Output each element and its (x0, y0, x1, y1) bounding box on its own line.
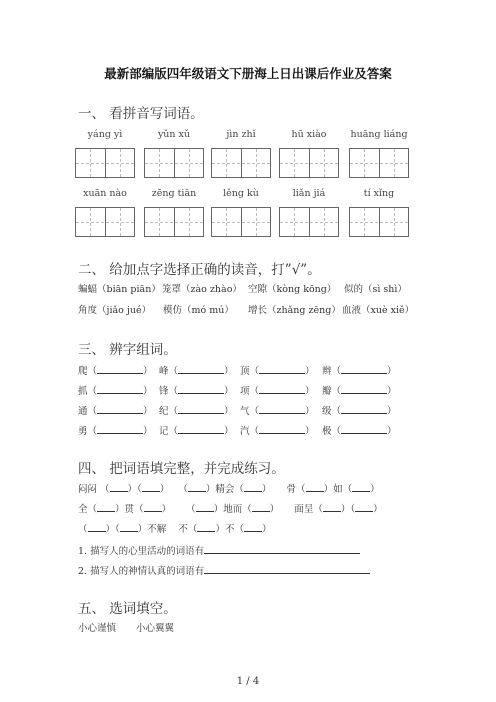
word-char: 极 (322, 426, 332, 437)
word-char: 气 (240, 406, 250, 417)
word-group-item: 极（ ） (322, 426, 397, 437)
fill-text: 面呈 (294, 504, 314, 515)
answer-blank[interactable] (197, 531, 215, 532)
section-1-heading: 一、 看拼音写词语。 (78, 106, 204, 122)
word-char: 级 (322, 406, 332, 417)
answer-blank[interactable] (341, 393, 387, 394)
reading-option[interactable]: 似的（sì shì） (344, 284, 407, 295)
writing-grid[interactable] (75, 207, 135, 237)
pinyin: hū xiào (291, 129, 327, 140)
pinyin: tí xǐng (363, 188, 395, 199)
reading-option[interactable]: 蝙蝠（biān piān） (78, 284, 161, 295)
answer-blank[interactable] (97, 373, 143, 374)
word-char: 抓 (78, 386, 88, 397)
pinyin: jìn zhǐ (226, 129, 256, 140)
word-char: 项 (240, 386, 250, 397)
word-group-item: 通（ ） (78, 406, 153, 417)
answer-blank[interactable] (244, 491, 262, 492)
reading-option[interactable]: 角度（jiǎo jué） (78, 305, 152, 316)
fill-line-3: （ ）（ ）不解 不（ ）不（ ） (78, 524, 272, 535)
fill-text: 如 (333, 484, 343, 495)
fill-text: 不 (224, 524, 235, 535)
writing-grid[interactable] (75, 148, 135, 178)
answer-blank[interactable] (355, 511, 373, 512)
answer-blank[interactable] (259, 393, 305, 394)
section-2-heading: 二、 给加点字选择正确的读音，打”√”。 (78, 262, 321, 278)
word-char: 顶 (240, 366, 250, 377)
answer-blank[interactable] (341, 413, 387, 414)
writing-grid[interactable] (144, 207, 204, 237)
word-group-item: 项（ ） (240, 386, 315, 397)
word-group-item: 纪（ ） (159, 406, 234, 417)
answer-blank[interactable] (252, 511, 270, 512)
answer-blank[interactable] (341, 373, 387, 374)
pinyin: yǔn xǔ (157, 129, 191, 140)
pinyin: lěng kù (223, 188, 259, 199)
reading-option[interactable]: 模仿（mó mú） (163, 305, 234, 316)
writing-grid[interactable] (279, 207, 339, 237)
answer-blank[interactable] (323, 511, 341, 512)
fill-line-1: 闷闷 （ ）（ ） （ ）精会（ ） 骨（ ）如（ ） (78, 484, 380, 495)
writing-grid[interactable] (211, 148, 271, 178)
fill-text: 全 (78, 504, 88, 515)
answer-blank[interactable] (97, 413, 143, 414)
answer-blank[interactable] (196, 511, 214, 512)
answer-line[interactable] (204, 573, 370, 574)
word-group-item: 锋（ ） (159, 386, 234, 397)
page-number: 1 / 4 (236, 676, 260, 687)
section-4-heading: 四、 把词语填完整，并完成练习。 (78, 461, 285, 477)
pinyin: zēng tiān (151, 188, 197, 199)
word-group-item: 辫（ ） (322, 366, 397, 377)
word-char: 辫 (322, 366, 332, 377)
pinyin: huāng liáng (350, 129, 408, 140)
word-char: 瓣 (322, 386, 332, 397)
pinyin: yáng yì (87, 129, 123, 140)
answer-blank[interactable] (259, 433, 305, 434)
fill-text: 不 (178, 524, 188, 535)
answer-blank[interactable] (178, 373, 224, 374)
word-option: 小心翼翼 (136, 623, 175, 634)
word-group-item: 记（ ） (159, 426, 234, 437)
answer-blank[interactable] (244, 531, 262, 532)
writing-grid[interactable] (349, 148, 409, 178)
fill-text: 骨 (286, 484, 297, 495)
fill-text: 贯 (124, 504, 135, 515)
reading-option[interactable]: 笼罩（zào zhào） (162, 284, 242, 295)
fill-text: 闷闷 (78, 484, 98, 495)
word-group-item: 勇（ ） (78, 426, 153, 437)
answer-blank[interactable] (259, 373, 305, 374)
answer-blank[interactable] (144, 511, 162, 512)
answer-blank[interactable] (306, 491, 324, 492)
word-group-item: 顶（ ） (240, 366, 315, 377)
page-title: 最新部编版四年级语文下册海上日出课后作业及答案 (104, 66, 392, 81)
answer-blank[interactable] (178, 433, 224, 434)
writing-grid[interactable] (144, 148, 204, 178)
reading-option[interactable]: 血液（xuè xiě） (342, 305, 415, 316)
word-option: 小心谨慎 (78, 623, 117, 634)
reading-option[interactable]: 增长（zhǎng zēng） (248, 305, 341, 316)
question-1 (78, 543, 360, 557)
writing-grid[interactable] (211, 207, 271, 237)
word-group-item: 抓（ ） (78, 386, 153, 397)
answer-blank[interactable] (97, 511, 115, 512)
question-2 (78, 563, 370, 577)
answer-blank[interactable] (178, 413, 224, 414)
word-group-item: 瓣（ ） (322, 386, 397, 397)
writing-grid[interactable] (349, 207, 409, 237)
answer-blank[interactable] (110, 491, 128, 492)
answer-blank[interactable] (97, 433, 143, 434)
fill-text: 不解 (147, 524, 167, 535)
answer-blank[interactable] (259, 413, 305, 414)
word-group-item: 气（ ） (240, 406, 315, 417)
word-char: 通 (78, 406, 88, 417)
answer-blank[interactable] (188, 491, 206, 492)
question-text: 1. 描写人的心里活动的词语有 (78, 546, 205, 557)
answer-blank[interactable] (142, 491, 160, 492)
fill-text: 精会 (215, 484, 235, 495)
word-group-item: 爬（ ） (78, 366, 153, 377)
answer-blank[interactable] (88, 531, 106, 532)
word-group-item: 汽（ ） (240, 426, 315, 437)
reading-option[interactable]: 空隙（kòng kōng） (248, 284, 337, 295)
answer-line[interactable] (204, 553, 360, 554)
word-char: 锋 (159, 386, 169, 397)
answer-blank[interactable] (120, 531, 138, 532)
word-char: 记 (159, 426, 169, 437)
pinyin: xuān nào (83, 188, 127, 199)
answer-blank[interactable] (97, 393, 143, 394)
word-group-item: 峰（ ） (159, 366, 234, 377)
word-char: 纪 (159, 406, 169, 417)
pinyin: liǎn jiá (292, 188, 326, 199)
answer-blank[interactable] (178, 393, 224, 394)
section-3-heading: 三、 辨字组词。 (78, 342, 177, 358)
fill-text: 地而 (223, 504, 243, 515)
word-char: 峰 (159, 366, 169, 377)
fill-line-2: 全（ ）贯（ ） （ ）地而（ ） 面呈（ ）（ ） (78, 504, 383, 515)
answer-blank[interactable] (341, 433, 387, 434)
section-5-heading: 五、 选词填空。 (78, 601, 177, 617)
writing-grid[interactable] (279, 148, 339, 178)
word-char: 爬 (78, 366, 88, 377)
answer-blank[interactable] (352, 491, 370, 492)
word-group-item: 级（ ） (322, 406, 397, 417)
question-text: 2. 描写人的神情认真的词语有 (78, 566, 205, 577)
word-char: 汽 (240, 426, 250, 437)
word-char: 勇 (78, 426, 88, 437)
